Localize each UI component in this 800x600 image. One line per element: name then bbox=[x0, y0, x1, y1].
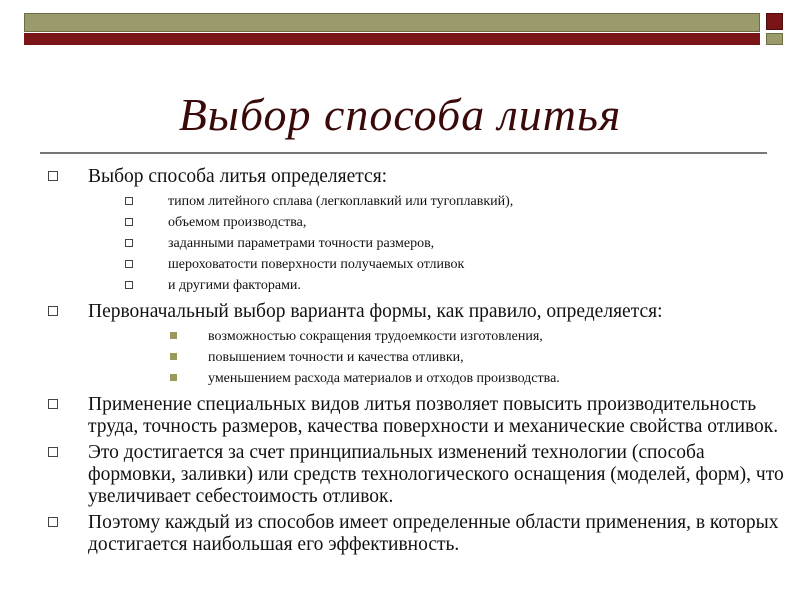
bullet-text: Первоначальный выбор варианта формы, как правило, определяется: bbox=[88, 301, 663, 322]
sub-bullet-item bbox=[48, 213, 788, 232]
sub-bullet-item bbox=[48, 234, 788, 253]
bullet-text: Поэтому каждый из способов имеет определенные области применения, в которых достигается наибольшая его эффективность. bbox=[88, 512, 779, 555]
slide-content bbox=[48, 166, 788, 560]
corner-square-maroon bbox=[766, 13, 783, 30]
sub-bullet-text: заданными параметрами точности размеров, bbox=[168, 236, 435, 251]
hollow-square-bullet-icon bbox=[125, 197, 133, 205]
bullet-item bbox=[48, 442, 788, 508]
sub-bullet-item bbox=[48, 255, 788, 274]
sub-bullet-text: шероховатости поверхности получаемых отливок bbox=[168, 257, 465, 272]
header-band-maroon bbox=[24, 33, 760, 45]
sub-bullet-item bbox=[48, 348, 788, 367]
filled-square-bullet-icon bbox=[170, 353, 177, 360]
bullet-item bbox=[48, 301, 788, 323]
hollow-square-bullet-icon bbox=[48, 447, 58, 457]
header-band-olive bbox=[24, 13, 760, 32]
hollow-square-bullet-icon bbox=[125, 239, 133, 247]
sub-bullet-item bbox=[48, 192, 788, 211]
hollow-square-bullet-icon bbox=[48, 171, 58, 181]
filled-square-bullet-icon bbox=[170, 332, 177, 339]
bullet-item bbox=[48, 394, 788, 438]
sub-bullet-text: типом литейного сплава (легкоплавкий или тугоплавкий), bbox=[168, 194, 514, 209]
bullet-text: Применение специальных видов литья позволяет повысить производительность труда, точность размеров, качества поверхности и механические свойства отливок. bbox=[88, 394, 779, 437]
sub-bullet-text: возможностью сокращения трудоемкости изготовления, bbox=[208, 329, 543, 344]
hollow-square-bullet-icon bbox=[48, 306, 58, 316]
slide-title: Выбор способа литья bbox=[178, 89, 622, 140]
bullet-text: Это достигается за счет принципиальных изменений технологии (способа формовки, заливки) или средств технологического оснащения (моделей, форм), что увеличивает себестоимость отливок. bbox=[88, 442, 784, 507]
sub-bullet-text: и другими факторами. bbox=[168, 278, 301, 293]
corner-square-olive bbox=[766, 33, 783, 45]
sub-bullet-text: уменьшением расхода материалов и отходов производства. bbox=[208, 371, 560, 386]
title-divider bbox=[40, 152, 767, 154]
hollow-square-bullet-icon bbox=[125, 218, 133, 226]
sub-bullet-item bbox=[48, 276, 788, 295]
bullet-text: Выбор способа литья определяется: bbox=[88, 166, 388, 187]
bullet-item bbox=[48, 166, 788, 188]
sub-bullet-text: повышением точности и качества отливки, bbox=[208, 350, 464, 365]
hollow-square-bullet-icon bbox=[125, 281, 133, 289]
hollow-square-bullet-icon bbox=[125, 260, 133, 268]
sub-bullet-item bbox=[48, 327, 788, 346]
hollow-square-bullet-icon bbox=[48, 399, 58, 409]
filled-square-bullet-icon bbox=[170, 374, 177, 381]
hollow-square-bullet-icon bbox=[48, 517, 58, 527]
sub-bullet-item bbox=[48, 369, 788, 388]
bullet-item bbox=[48, 512, 788, 556]
sub-bullet-text: объемом производства, bbox=[168, 215, 307, 230]
